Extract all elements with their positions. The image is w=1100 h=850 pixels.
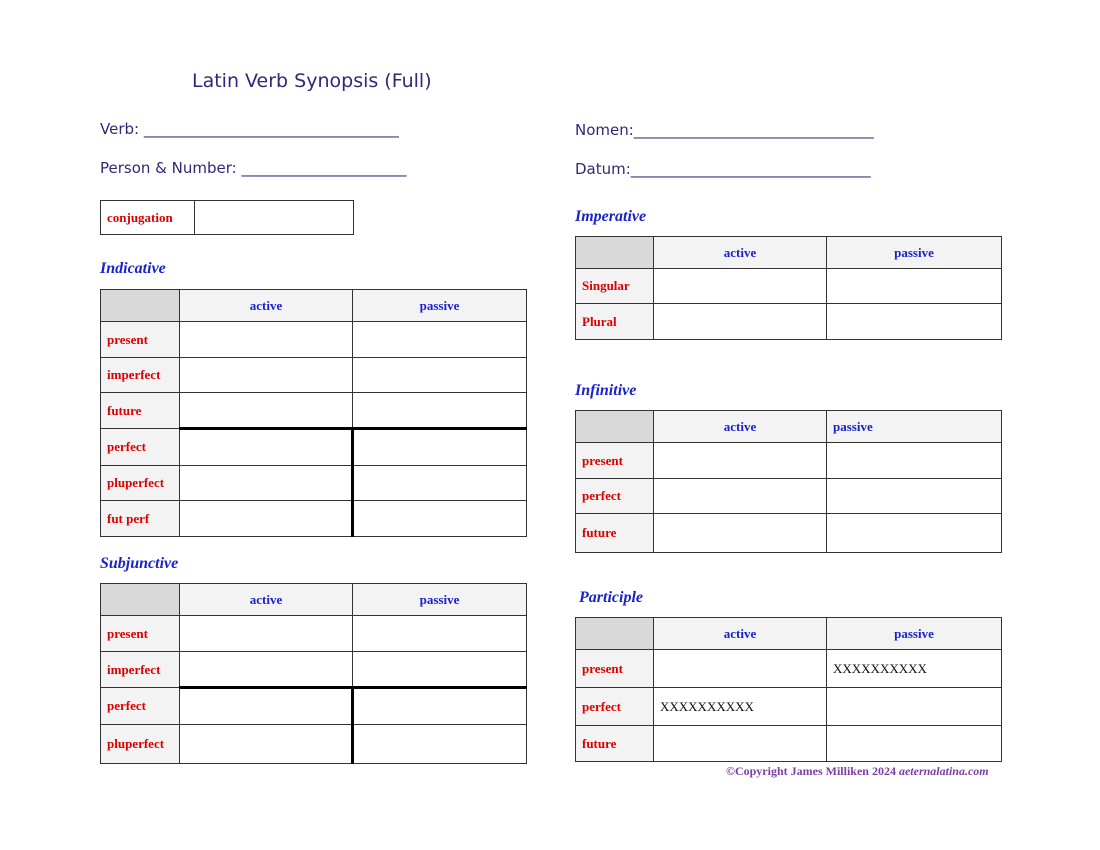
table-row	[576, 443, 1002, 479]
row-label: present	[576, 443, 654, 479]
answer-cell[interactable]	[180, 688, 353, 725]
answer-cell[interactable]	[827, 443, 1002, 479]
datum-field[interactable]: Datum:________________________________	[575, 160, 871, 178]
table-row	[101, 429, 527, 466]
table-row	[576, 514, 1002, 553]
table-row	[101, 393, 527, 429]
row-label: present	[101, 322, 180, 358]
answer-cell[interactable]	[180, 393, 353, 429]
table-row	[576, 479, 1002, 514]
imperative-heading: Imperative	[575, 208, 647, 225]
row-label: present	[101, 616, 180, 652]
row-label: perfect	[101, 688, 180, 725]
answer-cell[interactable]	[353, 688, 527, 725]
answer-cell[interactable]	[353, 652, 527, 688]
site-link[interactable]: aeternalatina.com	[898, 764, 989, 778]
table-row	[576, 688, 1002, 726]
answer-cell[interactable]	[654, 304, 827, 340]
active-header: active	[180, 584, 353, 616]
answer-cell[interactable]	[827, 269, 1002, 304]
answer-cell[interactable]	[654, 726, 827, 762]
passive-header: passive	[353, 584, 527, 616]
table-corner	[576, 411, 654, 443]
answer-cell[interactable]	[353, 725, 527, 764]
row-label: imperfect	[101, 652, 180, 688]
blocked-cell: XXXXXXXXXX	[654, 688, 827, 726]
answer-cell[interactable]	[180, 501, 353, 537]
answer-cell[interactable]	[654, 650, 827, 688]
table-row	[101, 725, 527, 764]
blocked-cell: XXXXXXXXXX	[827, 650, 1002, 688]
answer-cell[interactable]	[353, 429, 527, 466]
answer-cell[interactable]	[654, 514, 827, 553]
table-corner	[101, 584, 180, 616]
subjunctive-table	[100, 583, 527, 764]
row-label: pluperfect	[101, 725, 180, 764]
answer-cell[interactable]	[180, 466, 353, 501]
answer-cell[interactable]	[180, 725, 353, 764]
table-row	[101, 616, 527, 652]
row-label: future	[101, 393, 180, 429]
answer-cell[interactable]	[353, 501, 527, 537]
passive-header: passive	[827, 618, 1002, 650]
infinitive-heading: Infinitive	[575, 382, 637, 399]
answer-cell[interactable]	[353, 466, 527, 501]
table-row	[576, 269, 1002, 304]
verb-field[interactable]: Verb: __________________________________	[100, 120, 399, 138]
passive-header: passive	[353, 290, 527, 322]
active-header: active	[654, 237, 827, 269]
imperative-table	[575, 236, 1002, 340]
answer-cell[interactable]	[827, 514, 1002, 553]
table-corner	[576, 237, 654, 269]
answer-cell[interactable]	[353, 358, 527, 393]
passive-header: passive	[827, 237, 1002, 269]
indicative-table	[100, 289, 527, 537]
page-title: Latin Verb Synopsis (Full)	[192, 70, 432, 92]
answer-cell[interactable]	[353, 616, 527, 652]
active-header: active	[654, 411, 827, 443]
table-corner	[576, 618, 654, 650]
table-row	[576, 726, 1002, 762]
participle-table	[575, 617, 1002, 762]
row-label: perfect	[576, 479, 654, 514]
answer-cell[interactable]	[180, 429, 353, 466]
answer-cell[interactable]	[353, 393, 527, 429]
table-row	[101, 322, 527, 358]
table-row	[576, 304, 1002, 340]
row-label: future	[576, 726, 654, 762]
answer-cell[interactable]	[827, 688, 1002, 726]
row-label: Singular	[576, 269, 654, 304]
row-label: perfect	[576, 688, 654, 726]
table-row	[101, 466, 527, 501]
answer-cell[interactable]	[180, 616, 353, 652]
subjunctive-heading: Subjunctive	[100, 555, 179, 572]
active-header: active	[180, 290, 353, 322]
active-header: active	[654, 618, 827, 650]
conjugation-input[interactable]	[195, 201, 354, 235]
table-corner	[101, 290, 180, 322]
answer-cell[interactable]	[180, 652, 353, 688]
person-number-field[interactable]: Person & Number: ______________________	[100, 159, 407, 177]
answer-cell[interactable]	[353, 322, 527, 358]
table-row	[101, 652, 527, 688]
copyright-text: ©Copyright James Milliken 2024	[726, 764, 899, 778]
row-label: perfect	[101, 429, 180, 466]
conjugation-table	[100, 200, 354, 235]
conjugation-label: conjugation	[101, 201, 195, 235]
indicative-heading: Indicative	[100, 260, 166, 277]
answer-cell[interactable]	[827, 479, 1002, 514]
answer-cell[interactable]	[827, 726, 1002, 762]
participle-heading: Participle	[579, 589, 643, 606]
answer-cell[interactable]	[827, 304, 1002, 340]
row-label: pluperfect	[101, 466, 180, 501]
passive-header: passive	[827, 411, 1002, 443]
table-row	[576, 650, 1002, 688]
row-label: fut perf	[101, 501, 180, 537]
row-label: imperfect	[101, 358, 180, 393]
copyright-notice	[726, 764, 989, 779]
answer-cell[interactable]	[654, 443, 827, 479]
answer-cell[interactable]	[180, 358, 353, 393]
nomen-field[interactable]: Nomen:________________________________	[575, 121, 874, 139]
answer-cell[interactable]	[654, 479, 827, 514]
infinitive-table	[575, 410, 1002, 553]
row-label: Plural	[576, 304, 654, 340]
answer-cell[interactable]	[654, 269, 827, 304]
answer-cell[interactable]	[180, 322, 353, 358]
row-label: present	[576, 650, 654, 688]
table-row	[101, 501, 527, 537]
table-row	[101, 358, 527, 393]
row-label: future	[576, 514, 654, 553]
table-row	[101, 688, 527, 725]
